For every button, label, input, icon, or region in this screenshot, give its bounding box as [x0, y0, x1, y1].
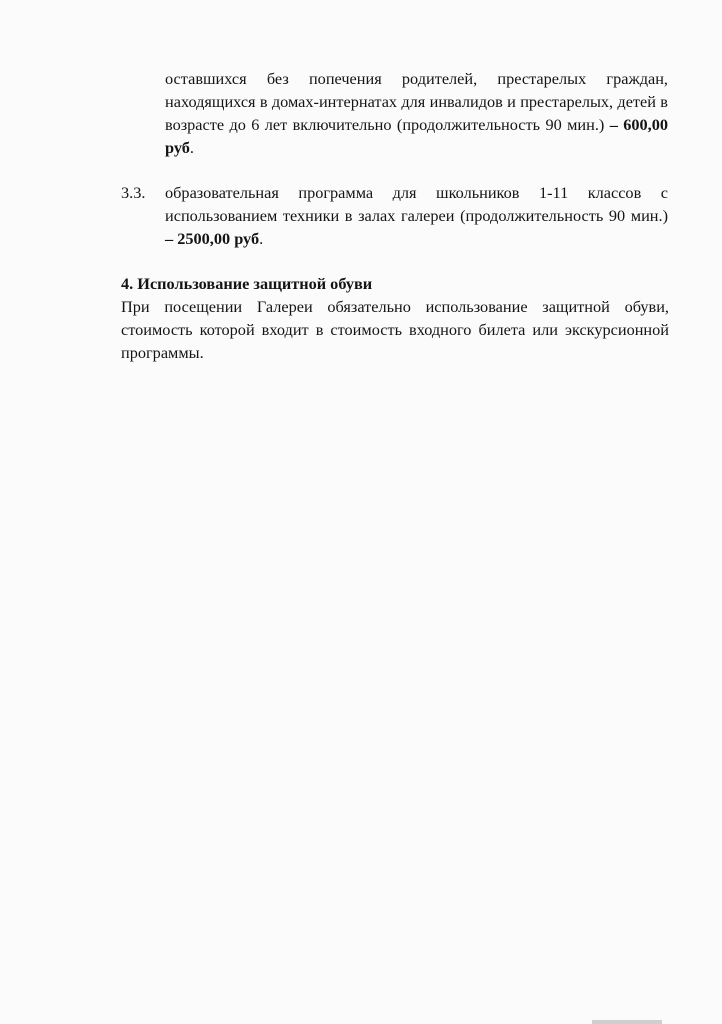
item-3-2-continued — [165, 67, 668, 159]
section-4 — [121, 272, 669, 364]
item-3-3-end: . — [259, 229, 264, 248]
section-4-body: При посещении Галереи обязательно использование защитной обуви, стоимость которой входит в стоимость входного билета или экскурсионной программы. — [121, 297, 669, 362]
item-3-3-number: 3.3. — [121, 183, 146, 202]
item-3-3-text: образовательная программа для школьников 1-11 классов с использованием техники в залах галереи (продолжительность 90 мин.) — [165, 183, 668, 225]
item-3-3 — [121, 181, 668, 250]
item-3-2-price: – 600,00 руб — [165, 115, 668, 157]
scan-edge-mark — [592, 1020, 662, 1024]
item-3-3-price: – 2500,00 руб — [165, 229, 260, 248]
item-3-2-text: оставшихся без попечения родителей, престарелых граждан, находящихся в домах-интернатах для инвалидов и престарелых, детей в возрасте до 6 лет включительно (продолжительность 90 мин.) — [165, 69, 668, 134]
item-3-2-end: . — [189, 138, 194, 157]
section-4-heading: 4. Использование защитной обуви — [121, 274, 373, 293]
